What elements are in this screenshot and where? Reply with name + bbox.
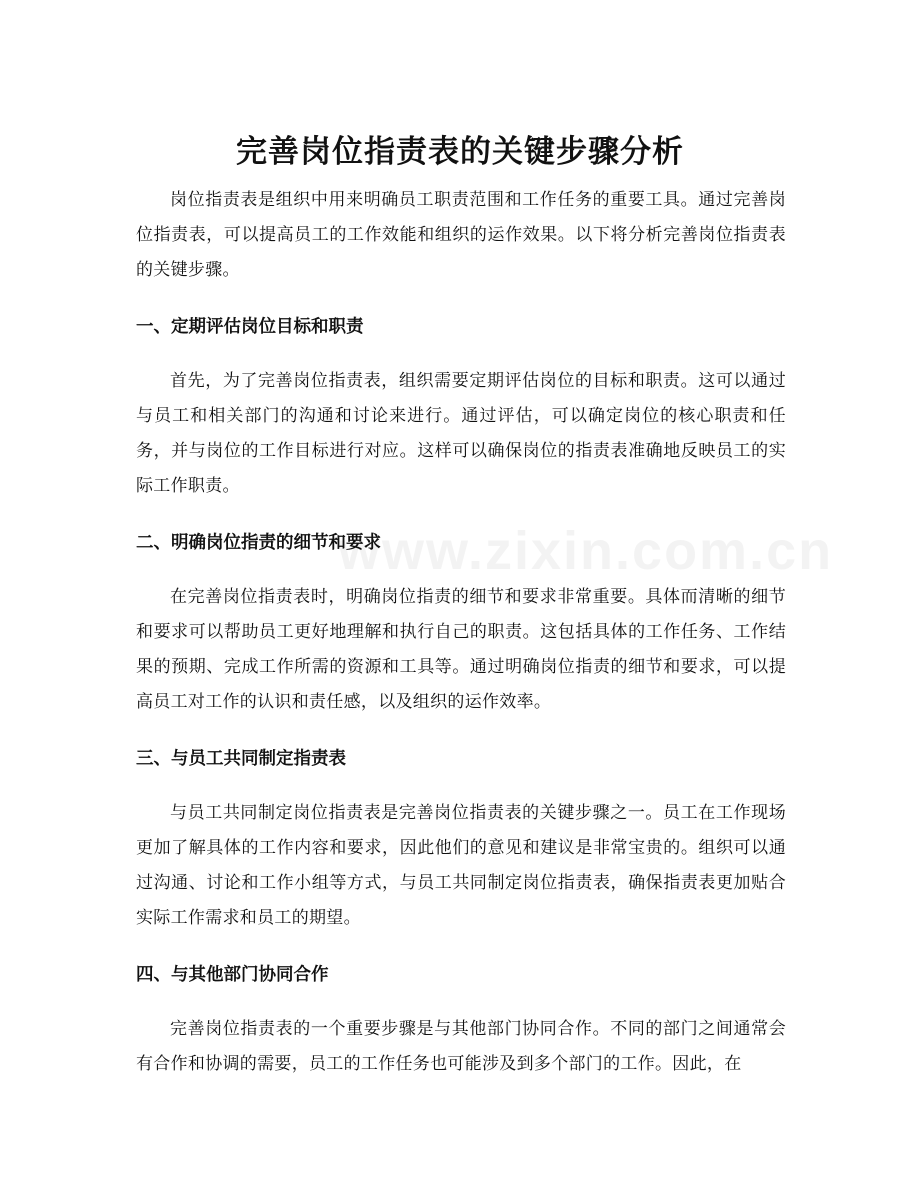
- document-title: 完善岗位指责表的关键步骤分析: [236, 133, 684, 170]
- document-body: [136, 183, 786, 1082]
- section-heading-3: 三、与员工共同制定指责表: [136, 749, 346, 769]
- watermark: www.zixin.com.cn: [338, 521, 834, 581]
- section-paragraph-4: 完善岗位指责表的一个重要步骤是与其他部门协同合作。不同的部门之间通常会有合作和协调的需要，员工的工作任务也可能涉及到多个部门的工作。因此，在: [136, 1019, 786, 1074]
- section-paragraph-1: 首先，为了完善岗位指责表，组织需要定期评估岗位的目标和职责。这可以通过与员工和相关部门的沟通和讨论来进行。通过评估，可以确定岗位的核心职责和任务，并与岗位的工作目标进行对应。这样可以确保岗位的指责表准确地反映员工的实际工作职责。: [136, 371, 786, 496]
- intro-paragraph: 岗位指责表是组织中用来明确员工职责范围和工作任务的重要工具。通过完善岗位指责表，可以提高员工的工作效能和组织的运作效果。以下将分析完善岗位指责表的关键步骤。: [136, 190, 786, 280]
- section-heading-4: 四、与其他部门协同合作: [136, 965, 329, 985]
- section-heading-1: 一、定期评估岗位目标和职责: [136, 317, 364, 337]
- section-paragraph-2: 在完善岗位指责表时，明确岗位指责的细节和要求非常重要。具体而清晰的细节和要求可以帮助员工更好地理解和执行自己的职责。这包括具体的工作任务、工作结果的预期、完成工作所需的资源和工具等。通过明确岗位指责的细节和要求，可以提高员工对工作的认识和责任感，以及组织的运作效率。: [136, 587, 786, 712]
- section-heading-2: 二、明确岗位指责的细节和要求: [136, 533, 381, 553]
- section-paragraph-3: 与员工共同制定岗位指责表是完善岗位指责表的关键步骤之一。员工在工作现场更加了解具体的工作内容和要求，因此他们的意见和建议是非常宝贵的。组织可以通过沟通、讨论和工作小组等方式，与员工共同制定岗位指责表，确保指责表更加贴合实际工作需求和员工的期望。: [136, 803, 786, 928]
